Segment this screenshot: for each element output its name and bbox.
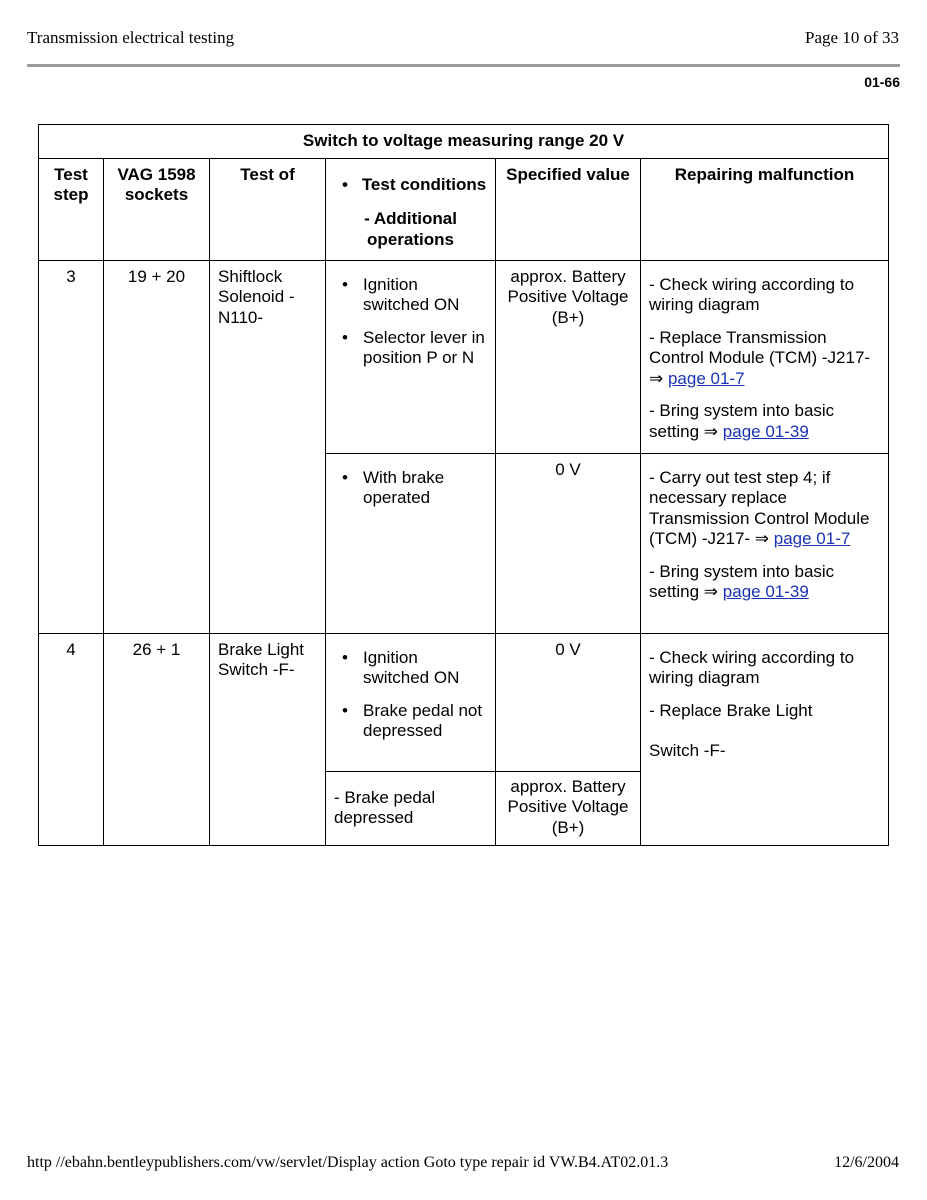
condition-item: • Selector lever in position P or N: [334, 328, 487, 369]
header-divider: [27, 64, 900, 67]
condition-item: • Ignition switched ON: [334, 648, 487, 689]
test-of-cell: Shiftlock Solenoid -N110-: [210, 260, 326, 633]
col-header-test-of: Test of: [210, 158, 326, 260]
page-link[interactable]: page 01-39: [722, 582, 809, 601]
footer-date: 12/6/2004: [834, 1154, 899, 1171]
col-header-conditions-bullet: • Test conditions: [334, 175, 487, 196]
repair-item: - Check wiring according to wiring diagram: [649, 647, 855, 687]
table-row: [39, 633, 889, 771]
repair-item: [649, 468, 880, 550]
repair-text: - Replace Transmission Control Module (TCM) -J217- ⇒: [649, 327, 871, 388]
repair-cell: [641, 633, 889, 845]
condition-item: • With brake operated: [334, 468, 487, 509]
page-number: Page 10 of 33: [805, 28, 899, 47]
repair-text: - Carry out test step 4; if necessary replace Transmission Control Module (TCM) -J217- ⇒: [649, 467, 870, 548]
footer-url: http //ebahn.bentleypublishers.com/vw/servlet/Display action Goto type repair id VW.B4.AT02.01.3: [27, 1154, 669, 1171]
page-link[interactable]: page 01-39: [722, 421, 809, 441]
table-row: [39, 260, 889, 453]
conditions-cell: - Brake pedal depressed: [326, 771, 496, 845]
condition-item: • Ignition switched ON: [334, 275, 487, 316]
page-link[interactable]: page 01-7: [667, 368, 745, 388]
document-title: Transmission electrical testing: [27, 28, 235, 47]
repair-item: [649, 562, 880, 603]
condition-item: • Brake pedal not depressed: [334, 701, 487, 742]
table-header-row: [39, 158, 889, 260]
repair-item: Switch -F-: [649, 741, 726, 760]
specified-value-cell: approx. Battery Positive Voltage (B+): [496, 771, 641, 845]
col-header-specified: Specified value: [496, 158, 641, 260]
section-code: 01-66: [864, 74, 900, 90]
specified-value-cell: approx. Battery Positive Voltage (B+): [496, 260, 641, 453]
sockets-cell: 19 + 20: [104, 260, 210, 633]
repair-cell: [641, 260, 889, 453]
repair-item: [649, 401, 880, 442]
specified-value-cell: 0 V: [496, 453, 641, 633]
measuring-range-banner: Switch to voltage measuring range 20 V: [39, 125, 889, 159]
conditions-cell: [326, 453, 496, 633]
table-banner-row: [39, 125, 889, 159]
repair-item: - Check wiring according to wiring diagram: [649, 274, 855, 314]
test-step-cell: 4: [39, 633, 104, 845]
sockets-cell: 26 + 1: [104, 633, 210, 845]
col-header-conditions: [326, 158, 496, 260]
repair-item: [649, 328, 880, 390]
col-header-conditions-additional: - Additional operations: [364, 209, 457, 249]
repair-text: - Bring system into basic setting ⇒: [649, 561, 835, 601]
test-of-cell: Brake Light Switch -F-: [210, 633, 326, 845]
repair-item: - Replace Brake Light: [649, 700, 813, 720]
repair-text: - Bring system into basic setting ⇒: [649, 401, 835, 441]
col-header-sockets: VAG 1598 sockets: [104, 158, 210, 260]
test-step-cell: 3: [39, 260, 104, 633]
conditions-cell: [326, 260, 496, 453]
repair-cell: [641, 453, 889, 633]
col-header-test-step: Test step: [39, 158, 104, 260]
page-link[interactable]: page 01-7: [773, 529, 851, 548]
test-table: [38, 124, 889, 846]
col-header-repair: Repairing malfunction: [641, 158, 889, 260]
conditions-cell: [326, 633, 496, 771]
specified-value-cell: 0 V: [496, 633, 641, 771]
